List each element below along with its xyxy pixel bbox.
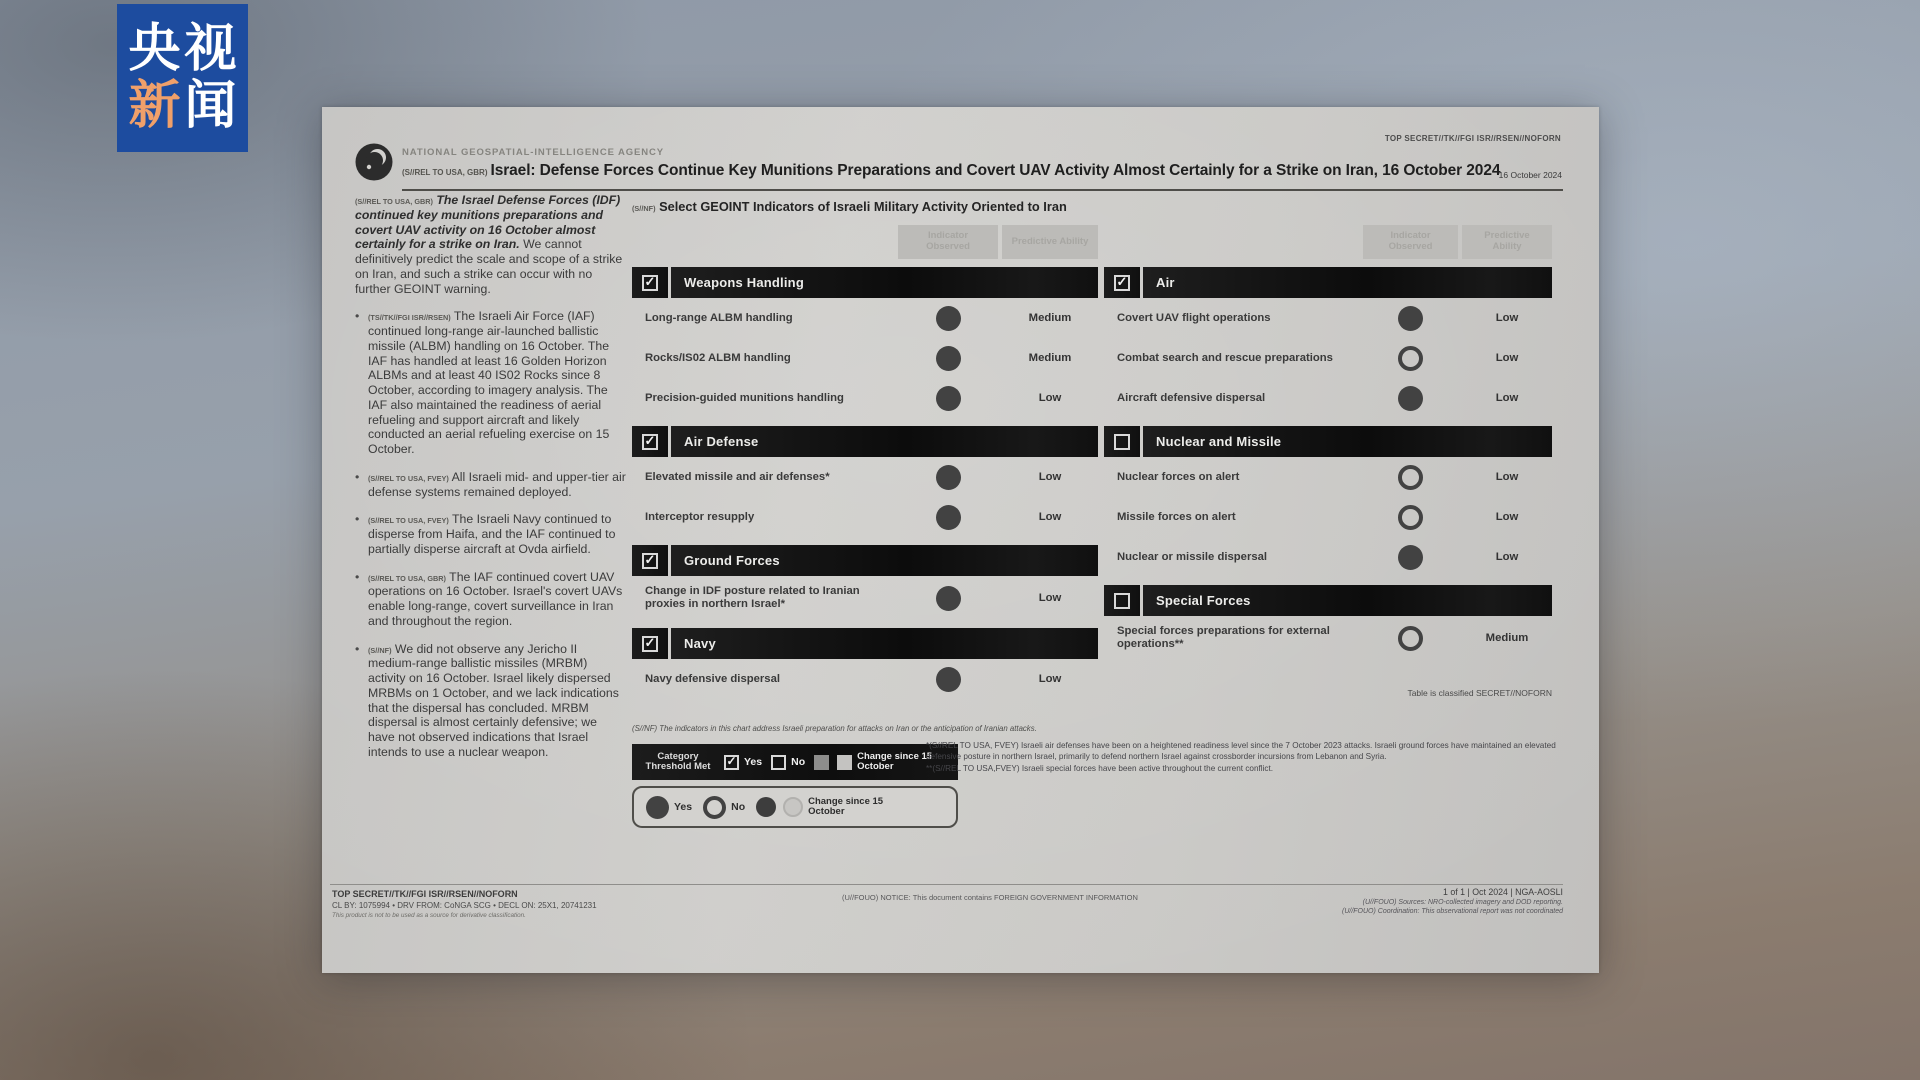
footer-page-info: 1 of 1 | Oct 2024 | NGA-AOSLI <box>1443 887 1563 897</box>
indicator-circle-icon <box>1398 465 1423 490</box>
open-circle-icon <box>703 796 726 819</box>
list-item <box>355 642 626 760</box>
legend-change-label: Change since 15 October <box>808 795 884 817</box>
classification-mark: (TS//TK//FGI ISR//RSEN) <box>368 313 451 323</box>
document-date: 16 October 2024 <box>1498 170 1562 180</box>
predictive-value: Medium <box>1028 312 1072 324</box>
section-bar <box>671 267 1098 298</box>
row-label: Change in IDF posture related to Iranian proxies in northern Israel* <box>645 585 860 610</box>
table-row <box>1104 378 1552 418</box>
checkbox-empty-icon <box>771 755 786 770</box>
table-row <box>632 659 1098 699</box>
bullet-text: The Israeli Navy continued to disperse from Haifa, and the IAF continued to partially disperse aircraft at Ovda airfield. <box>368 512 616 556</box>
indicator-circle-icon <box>1398 346 1423 371</box>
table-row <box>632 298 1098 338</box>
indicator-table-right <box>1104 225 1552 660</box>
logo-row <box>128 79 236 134</box>
bullet-list <box>355 309 626 759</box>
list-item <box>355 470 626 500</box>
predictive-value: Low <box>1495 471 1519 483</box>
table-row <box>632 457 1098 497</box>
table-row <box>1104 338 1552 378</box>
indicator-circle-icon <box>936 667 961 692</box>
table-row <box>1104 298 1552 338</box>
checkbox-cell <box>632 545 668 576</box>
indicator-circle-icon <box>1398 386 1423 411</box>
checkbox-cell <box>632 267 668 298</box>
classification-mark: (S//REL TO USA, FVEY) <box>368 473 449 483</box>
predictive-value: Low <box>1495 551 1519 563</box>
column-headers <box>632 225 1098 259</box>
logo-char: 新 <box>128 77 181 135</box>
checkbox-icon <box>1114 434 1130 450</box>
bullet-text: We did not observe any Jericho II medium-range ballistic missiles (MRBM) activity on 16 October. Israel likely dispersed MRBMs on 1 October, and we lack indications that the dispersal has concluded. MRBM dispersal is almost certainly defensive; we have not observed indications that Israel intends to use a nuclear weapon. <box>368 641 619 759</box>
table-row <box>632 576 1098 620</box>
logo-row <box>128 22 236 77</box>
row-label: Long-range ALBM handling <box>645 311 793 324</box>
predictive-value: Low <box>1038 592 1062 604</box>
bullet-text: The IAF continued covert UAV operations on 16 October. Israel's covert UAVs enable long-range, covert surveillance in Iran and throughout the region. <box>368 569 623 628</box>
section-ground-forces <box>632 545 1098 576</box>
predictive-value: Low <box>1495 312 1519 324</box>
predictive-value: Low <box>1038 511 1062 523</box>
checkbox-icon <box>642 553 658 569</box>
section-title: Navy <box>684 636 716 651</box>
footer-coordination: (U//FOUO) Coordination: This observational report was not coordinated <box>1342 908 1563 915</box>
section-title: Nuclear and Missile <box>1156 434 1282 449</box>
footer-notice: (U//FOUO) NOTICE: This document contains FOREIGN GOVERNMENT INFORMATION <box>842 893 1138 902</box>
indicator-circle-icon <box>1398 306 1423 331</box>
classification-mark: (S//REL TO USA, GBR) <box>355 197 433 206</box>
table-row <box>1104 616 1552 660</box>
classification-mark: (S//REL TO USA, GBR) <box>368 573 446 583</box>
logo-char: 闻 <box>184 77 237 135</box>
predictive-value: Medium <box>1028 352 1072 364</box>
change-box-pale-icon <box>837 755 852 770</box>
list-item <box>355 512 626 556</box>
section-title: Weapons Handling <box>684 275 804 290</box>
legend-indicator-key <box>632 786 958 828</box>
table-classification-note: Table is classified SECRET//NOFORN <box>1407 688 1552 698</box>
row-label: Aircraft defensive dispersal <box>1117 391 1266 404</box>
section-bar <box>1143 426 1552 457</box>
predictive-value: Low <box>1038 471 1062 483</box>
table-title <box>632 199 1067 214</box>
footer-divider <box>330 884 1563 885</box>
checkbox-icon <box>642 434 658 450</box>
title-classification: (S//REL TO USA, GBR) <box>402 168 488 177</box>
legend-yes <box>724 755 762 770</box>
classification-banner: TOP SECRET//TK//FGI ISR//RSEN//NOFORN <box>1384 134 1561 143</box>
change-dot-pale-icon <box>783 797 803 817</box>
section-navy <box>632 628 1098 659</box>
checkbox-cell <box>1104 267 1140 298</box>
document-title: Israel: Defense Forces Continue Key Munitions Preparations and Covert UAV Activity Almost Certainly for a Strike on Iran, 16 October 2024 <box>490 162 1501 179</box>
filled-circle-icon <box>646 796 669 819</box>
row-label: Interceptor resupply <box>645 510 755 523</box>
nga-agency-icon <box>355 143 393 186</box>
legend-change-label: Change since 15 October <box>857 750 933 772</box>
section-air <box>1104 267 1552 298</box>
section-weapons-handling <box>632 267 1098 298</box>
list-item <box>355 309 626 457</box>
header-spacer <box>632 225 894 259</box>
checkbox-cell <box>632 628 668 659</box>
legend-yes <box>646 796 692 819</box>
checkbox-icon <box>1114 275 1130 291</box>
indicator-circle-icon <box>936 586 961 611</box>
table-row <box>1104 457 1552 497</box>
predictive-value: Low <box>1038 673 1062 685</box>
section-nuclear-and-missile <box>1104 426 1552 457</box>
predictive-value: Low <box>1495 511 1519 523</box>
classification-mark: (S//NF) <box>368 645 392 655</box>
row-label: Navy defensive dispersal <box>645 672 781 685</box>
indicator-circle-icon <box>936 505 961 530</box>
footer-cl-line: CL BY: 1075994 • DRV FROM: CoNGA SCG • DECL ON: 25X1, 20741231 <box>332 901 597 910</box>
checkbox-cell <box>632 426 668 457</box>
row-label: Combat search and rescue preparations <box>1117 351 1333 364</box>
checkbox-cell <box>1104 426 1140 457</box>
legend-category-threshold <box>632 744 958 780</box>
legend-change <box>756 797 886 818</box>
indicator-circle-icon <box>936 346 961 371</box>
col-indicator-observed: Indicator Observed <box>898 225 998 259</box>
row-label: Nuclear forces on alert <box>1117 470 1240 483</box>
row-label: Special forces preparations for external operations** <box>1117 625 1330 650</box>
indicator-circle-icon <box>1398 545 1423 570</box>
row-label: Covert UAV flight operations <box>1117 311 1271 324</box>
predictive-value: Low <box>1495 392 1519 404</box>
cctv-news-logo <box>117 4 248 152</box>
agency-name: NATIONAL GEOSPATIAL-INTELLIGENCE AGENCY <box>402 147 665 158</box>
document-title-line <box>402 162 1542 180</box>
section-bar <box>1143 267 1552 298</box>
footer-classification-block <box>332 889 597 919</box>
indicator-circle-icon <box>1398 505 1423 530</box>
section-title: Air <box>1156 275 1175 290</box>
bullet-text: All Israeli mid- and upper-tier air defense systems remained deployed. <box>368 469 626 499</box>
section-title: Special Forces <box>1156 593 1251 608</box>
section-title: Ground Forces <box>684 553 780 568</box>
checkbox-checked-icon <box>724 755 739 770</box>
table-row <box>632 497 1098 537</box>
row-label: Rocks/IS02 ALBM handling <box>645 351 791 364</box>
legend-yes-label: Yes <box>674 801 693 813</box>
row-label: Elevated missile and air defenses* <box>645 470 830 483</box>
checkbox-icon <box>642 275 658 291</box>
predictive-value: Low <box>1038 392 1062 404</box>
list-item <box>355 570 626 629</box>
checkbox-cell <box>1104 585 1140 616</box>
narrative-column <box>355 193 626 773</box>
col-predictive-ability: Predictive Ability <box>1002 225 1098 259</box>
classification-mark: (S//NF) <box>632 204 656 213</box>
row-label: Precision-guided munitions handling <box>645 391 844 404</box>
section-bar <box>1143 585 1552 616</box>
section-title: Air Defense <box>684 434 759 449</box>
predictive-value: Low <box>1495 352 1519 364</box>
section-bar <box>671 426 1098 457</box>
indicator-circle-icon <box>936 306 961 331</box>
header-spacer <box>1104 225 1359 259</box>
footnotes <box>926 740 1566 774</box>
column-headers <box>1104 225 1552 259</box>
legend-title: Category Threshold Met <box>645 750 711 772</box>
legend-change <box>814 752 935 773</box>
change-box-dark-icon <box>814 755 829 770</box>
legend-no-label: No <box>731 801 746 813</box>
table-row <box>1104 497 1552 537</box>
col-predictive-ability: Predictive Ability <box>1462 225 1552 259</box>
table-row <box>632 338 1098 378</box>
summary-lead: The Israel Defense Forces (IDF) continued key munitions preparations and covert UAV activity on 16 October almost certainly for a strike on Iran. <box>355 193 621 252</box>
footer-derivative-note: This product is not to be used as a source for derivative classification. <box>332 912 526 919</box>
section-bar <box>671 545 1098 576</box>
checkbox-icon <box>642 636 658 652</box>
bullet-text: The Israeli Air Force (IAF) continued long-range air-launched ballistic missile (ALBM) handling on 16 October. The IAF has handled at least 16 Golden Horizon ALBMs and at least 40 IS02 Rocks since 8 October, according to imagery analysis. The IAF also maintained the readiness of aerial refueling and support aircraft and likely conducted an aerial refueling exercise on 15 October. <box>368 309 610 456</box>
section-bar <box>671 628 1098 659</box>
footnote-air-defense: *(S//REL TO USA, FVEY) Israeli air defenses have been on a heightened readiness level since the 7 October 2023 attacks. Israeli ground forces have maintained an elevated defensive posture in northern Israel, primarily to defend northern Israel against crossborder incursions from Lebanon and Syria. <box>926 741 1556 762</box>
indicator-circle-icon <box>936 465 961 490</box>
section-air-defense <box>632 426 1098 457</box>
chart-footnote: (S//NF) The indicators in this chart address Israeli preparation for attacks on Iran or the anticipation of Iranian attacks. <box>632 724 1037 733</box>
logo-char: 央 <box>128 20 181 79</box>
title-divider <box>402 189 1563 191</box>
checkbox-icon <box>1114 593 1130 609</box>
row-label: Missile forces on alert <box>1117 510 1236 523</box>
legend-no <box>703 796 745 819</box>
row-label: Nuclear or missile dispersal <box>1117 550 1268 563</box>
legend-yes-label: Yes <box>744 756 763 768</box>
footer-publication-block <box>1342 887 1563 915</box>
summary-paragraph <box>355 193 626 296</box>
table-title-text: Select GEOINT Indicators of Israeli Military Activity Oriented to Iran <box>655 199 1067 214</box>
intel-document <box>322 107 1599 973</box>
table-row <box>1104 537 1552 577</box>
legend-no <box>771 755 805 770</box>
footnote-special-forces: **(S//REL TO USA,FVEY) Israeli special forces have been active throughout the current conflict. <box>926 763 1274 773</box>
table-row <box>632 378 1098 418</box>
indicator-circle-icon <box>1398 626 1423 651</box>
logo-char: 视 <box>184 20 237 79</box>
legend-no-label: No <box>791 756 806 768</box>
change-dot-dark-icon <box>756 797 776 817</box>
footer-classification: TOP SECRET//TK//FGI ISR//RSEN//NOFORN <box>332 889 518 899</box>
predictive-value: Medium <box>1485 632 1529 644</box>
col-indicator-observed: Indicator Observed <box>1363 225 1458 259</box>
summary-rest: We cannot definitively predict the scale and scope of a strike on Iran, and such a strike can occur with no further GEOINT warning. <box>355 237 623 296</box>
footer-sources: (U//FOUO) Sources: NRO-collected imagery and DOD reporting. <box>1362 899 1563 906</box>
indicator-table-left <box>632 225 1098 699</box>
indicator-circle-icon <box>936 386 961 411</box>
classification-mark: (S//REL TO USA, FVEY) <box>368 516 449 526</box>
section-special-forces <box>1104 585 1552 616</box>
